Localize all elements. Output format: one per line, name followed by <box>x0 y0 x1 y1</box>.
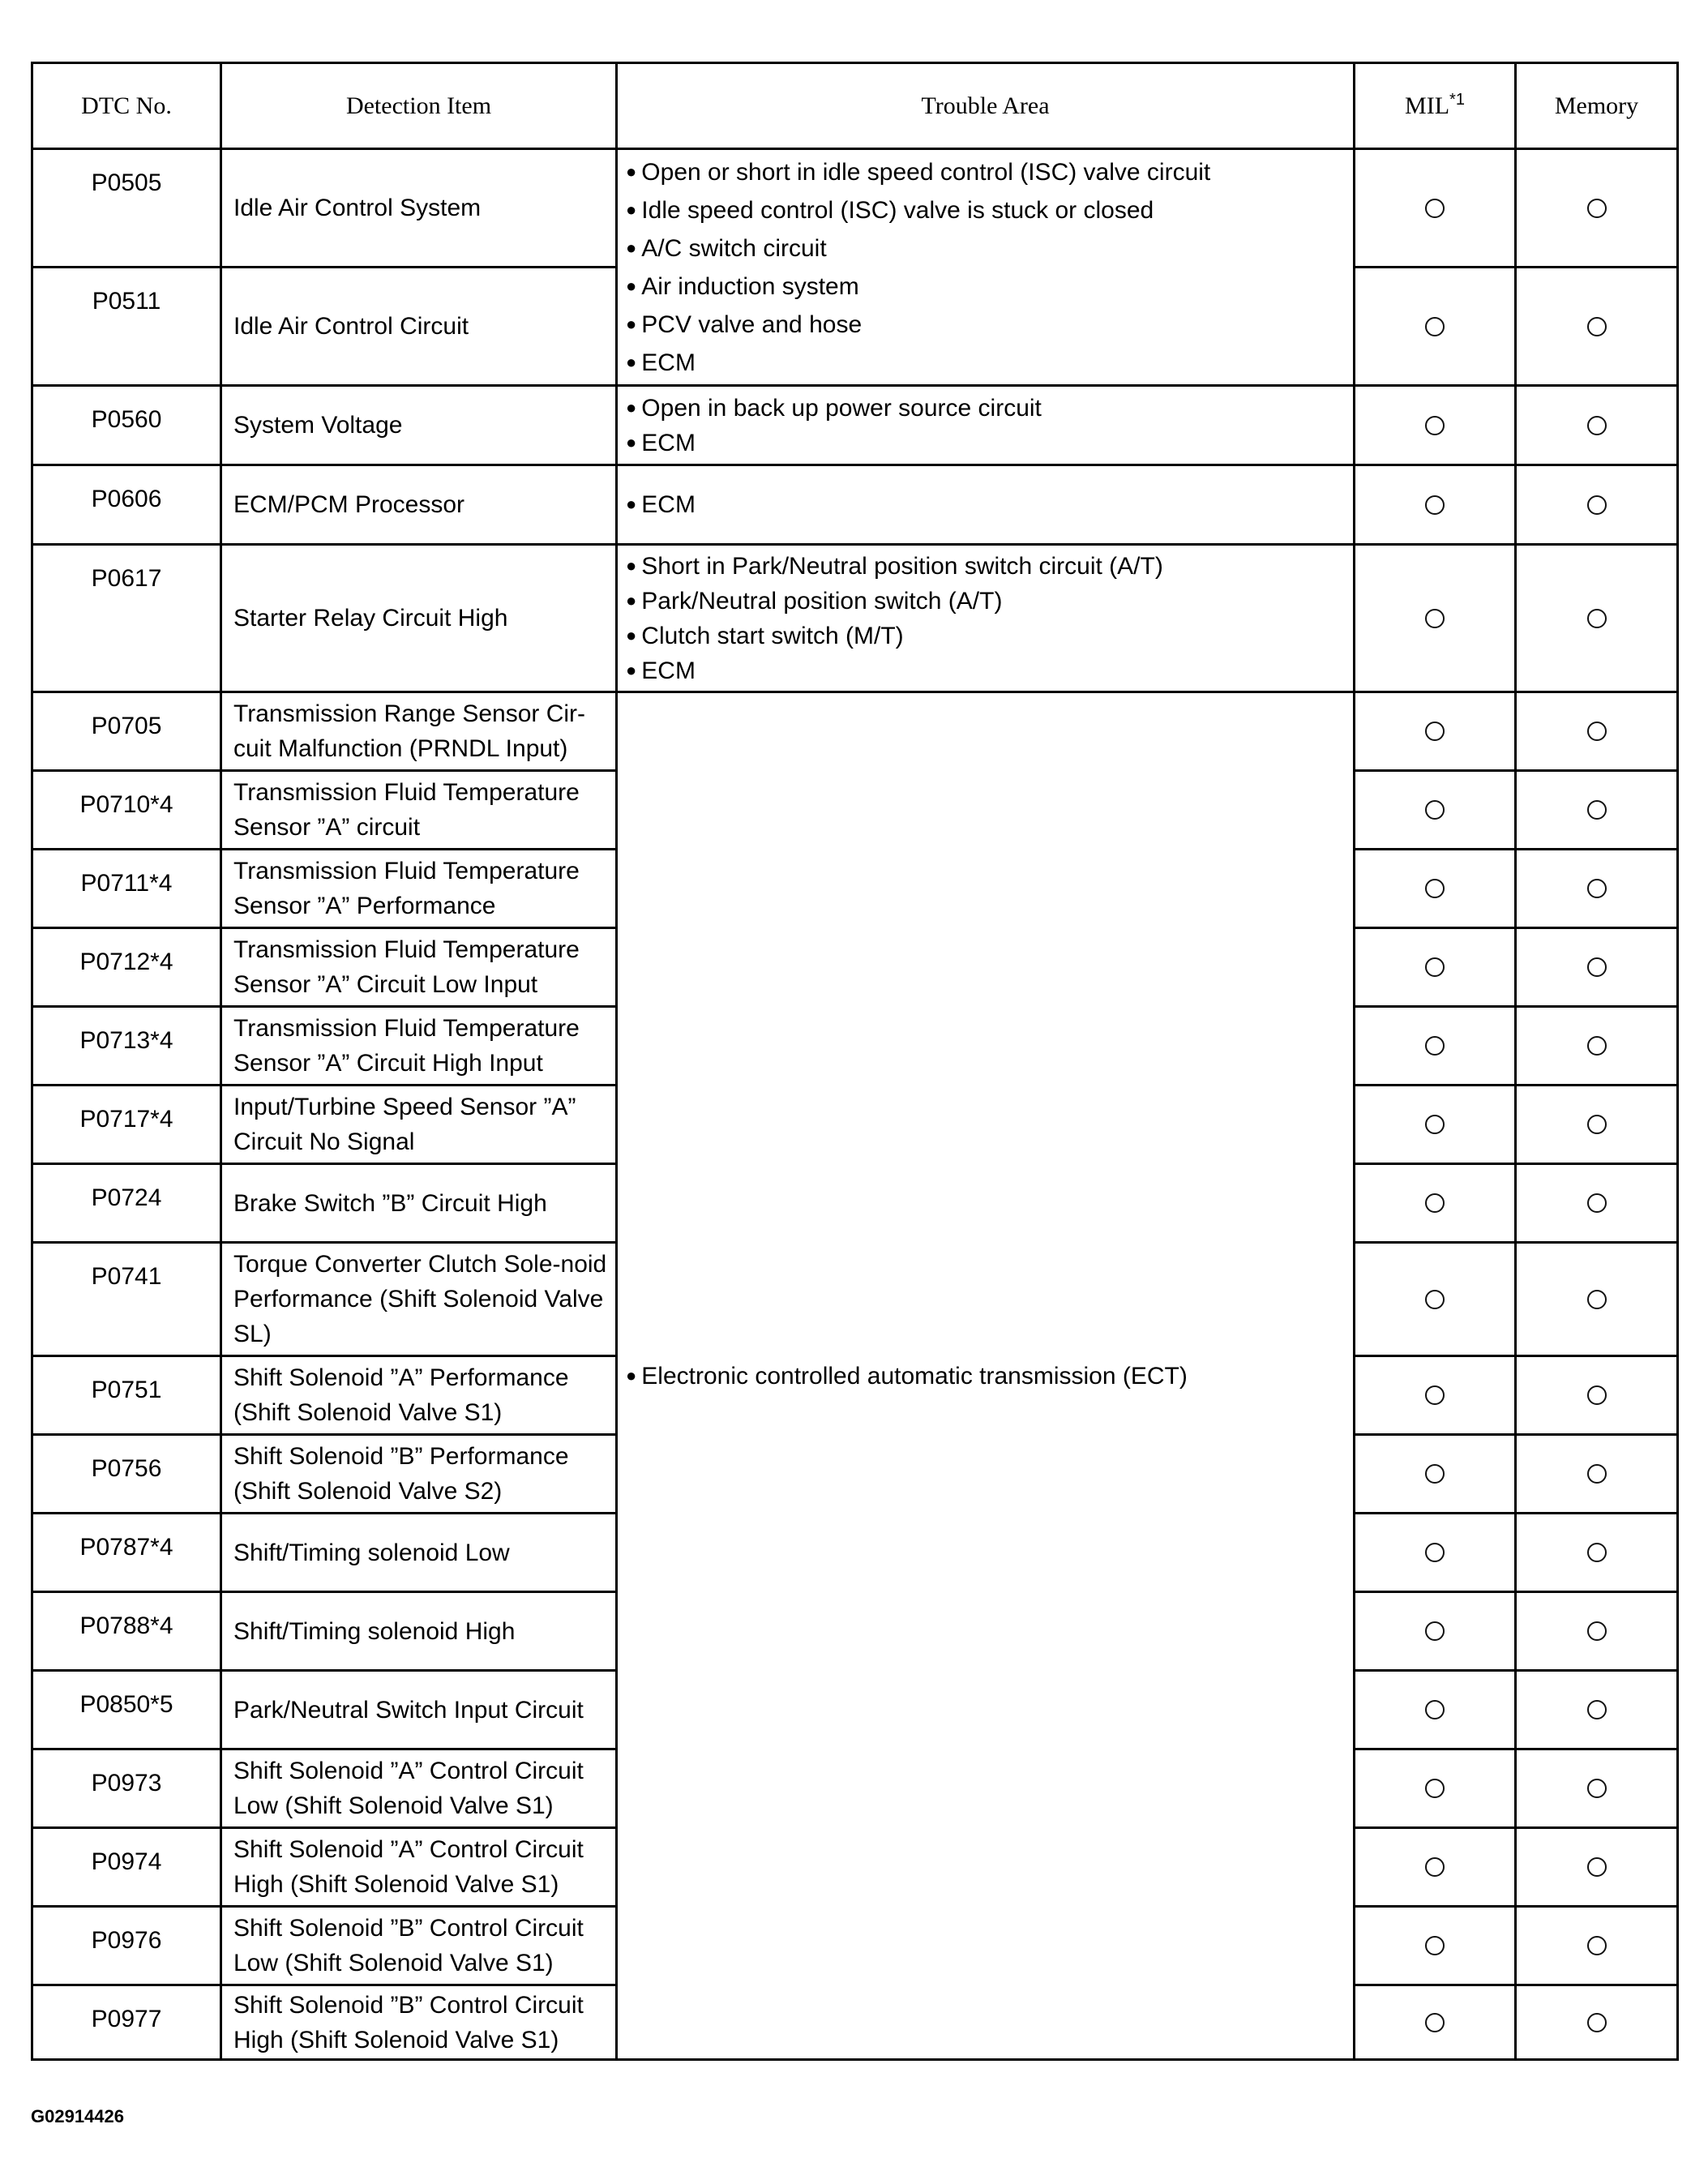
dtc-table <box>31 62 1679 2061</box>
mil-cell <box>1355 465 1516 545</box>
mil-cell <box>1355 1985 1516 2060</box>
header-trouble-area: Trouble Area <box>617 63 1355 149</box>
dtc-code-cell: P0711*4 <box>32 850 221 928</box>
memory-circle-icon <box>1587 1857 1607 1877</box>
mil-circle-icon <box>1425 879 1445 898</box>
memory-circle-icon <box>1587 1115 1607 1134</box>
detection-item-cell: Input/Turbine Speed Sensor ”A” Circuit No Signal <box>221 1086 617 1164</box>
mil-cell <box>1355 1164 1516 1243</box>
detection-item-cell: Shift Solenoid ”B” Control Circuit Low (Shift Solenoid Valve S1) <box>221 1907 617 1985</box>
trouble-area-item <box>626 619 1353 653</box>
memory-cell <box>1516 1007 1678 1086</box>
table-header-row <box>32 63 1678 149</box>
mil-circle-icon <box>1425 495 1445 515</box>
mil-circle-icon <box>1425 1115 1445 1134</box>
memory-cell <box>1516 1828 1678 1907</box>
dtc-code-cell: P0710*4 <box>32 771 221 850</box>
bullet-icon: ● <box>626 199 637 220</box>
trouble-area-item <box>626 153 1353 191</box>
detection-item-cell: Shift Solenoid ”A” Performance (Shift Solenoid Valve S1) <box>221 1356 617 1435</box>
mil-cell <box>1355 1749 1516 1828</box>
memory-cell <box>1516 545 1678 692</box>
memory-cell <box>1516 1514 1678 1592</box>
mil-circle-icon <box>1425 609 1445 628</box>
dtc-code-cell: P0977 <box>32 1985 221 2060</box>
mil-cell <box>1355 1828 1516 1907</box>
memory-cell <box>1516 1907 1678 1985</box>
memory-cell <box>1516 1243 1678 1356</box>
trouble-area-text: Short in Park/Neutral position switch circuit (A/T) <box>641 552 1163 580</box>
mil-cell <box>1355 850 1516 928</box>
table-row <box>32 386 1678 465</box>
trouble-area-item <box>626 1359 1353 1394</box>
memory-circle-icon <box>1587 957 1607 977</box>
memory-circle-icon <box>1587 879 1607 898</box>
detection-item-cell: Transmission Range Sensor Cir-cuit Malfunction (PRNDL Input) <box>221 692 617 771</box>
dtc-code-cell: P0850*5 <box>32 1671 221 1749</box>
mil-circle-icon <box>1425 199 1445 218</box>
dtc-code-cell: P0511 <box>32 268 221 386</box>
trouble-area-text: ECM <box>641 349 696 376</box>
mil-cell <box>1355 1671 1516 1749</box>
memory-circle-icon <box>1587 1779 1607 1798</box>
header-memory: Memory <box>1516 63 1678 149</box>
trouble-area-item <box>626 426 1353 460</box>
mil-circle-icon <box>1425 957 1445 977</box>
memory-cell <box>1516 1164 1678 1243</box>
table-row <box>32 692 1678 771</box>
memory-cell <box>1516 1592 1678 1671</box>
trouble-area-item <box>626 487 1353 522</box>
mil-circle-icon <box>1425 1779 1445 1798</box>
trouble-area-item <box>626 306 1353 344</box>
trouble-area-cell <box>617 386 1355 465</box>
dtc-code-cell: P0973 <box>32 1749 221 1828</box>
memory-cell <box>1516 692 1678 771</box>
trouble-area-item <box>626 191 1353 229</box>
header-dtc-no: DTC No. <box>32 63 221 149</box>
dtc-code-cell: P0606 <box>32 465 221 545</box>
mil-cell <box>1355 1243 1516 1356</box>
mil-cell <box>1355 1086 1516 1164</box>
bullet-icon: ● <box>626 624 637 645</box>
mil-cell <box>1355 1907 1516 1985</box>
memory-circle-icon <box>1587 416 1607 435</box>
trouble-area-text: ECM <box>641 491 696 518</box>
memory-circle-icon <box>1587 199 1607 218</box>
mil-cell <box>1355 1356 1516 1435</box>
header-mil-label: MIL <box>1405 92 1450 119</box>
dtc-code-cell: P0974 <box>32 1828 221 1907</box>
memory-cell <box>1516 928 1678 1007</box>
memory-cell <box>1516 850 1678 928</box>
header-mil <box>1355 63 1516 149</box>
figure-id: G02914426 <box>31 2106 124 2126</box>
trouble-area-item <box>626 229 1353 268</box>
mil-circle-icon <box>1425 722 1445 741</box>
detection-item-cell: Shift Solenoid ”B” Performance (Shift Solenoid Valve S2) <box>221 1435 617 1514</box>
detection-item-cell: Transmission Fluid Temperature Sensor ”A” Circuit High Input <box>221 1007 617 1086</box>
bullet-icon: ● <box>626 396 637 418</box>
detection-item-cell: Shift Solenoid ”A” Control Circuit High (Shift Solenoid Valve S1) <box>221 1828 617 1907</box>
memory-circle-icon <box>1587 1036 1607 1056</box>
bullet-icon: ● <box>626 494 637 514</box>
trouble-area-text: PCV valve and hose <box>641 310 863 338</box>
bullet-icon: ● <box>626 589 637 610</box>
dtc-code-cell: P0788*4 <box>32 1592 221 1671</box>
dtc-code-cell: P0976 <box>32 1907 221 1985</box>
dtc-code-cell: P0705 <box>32 692 221 771</box>
dtc-code-cell: P0724 <box>32 1164 221 1243</box>
mil-cell <box>1355 692 1516 771</box>
trouble-area-item <box>626 549 1353 584</box>
mil-circle-icon <box>1425 1621 1445 1641</box>
detection-item-cell: ECM/PCM Processor <box>221 465 617 545</box>
trouble-area-item <box>626 391 1353 426</box>
detection-item-cell: Idle Air Control Circuit <box>221 268 617 386</box>
dtc-code-cell: P0617 <box>32 545 221 692</box>
detection-item-cell: Park/Neutral Switch Input Circuit <box>221 1671 617 1749</box>
mil-cell <box>1355 386 1516 465</box>
mil-cell <box>1355 928 1516 1007</box>
mil-circle-icon <box>1425 1036 1445 1056</box>
trouble-area-text: Idle speed control (ISC) valve is stuck or closed <box>641 196 1154 224</box>
mil-cell <box>1355 1592 1516 1671</box>
memory-circle-icon <box>1587 1290 1607 1309</box>
mil-circle-icon <box>1425 416 1445 435</box>
memory-circle-icon <box>1587 609 1607 628</box>
mil-cell <box>1355 149 1516 268</box>
memory-circle-icon <box>1587 1936 1607 1955</box>
bullet-icon: ● <box>626 237 637 258</box>
detection-item-cell: Idle Air Control System <box>221 149 617 268</box>
mil-cell <box>1355 268 1516 386</box>
mil-circle-icon <box>1425 1857 1445 1877</box>
detection-item-cell: Torque Converter Clutch Sole-noid Performance (Shift Solenoid Valve SL) <box>221 1243 617 1356</box>
mil-circle-icon <box>1425 800 1445 820</box>
mil-cell <box>1355 1514 1516 1592</box>
memory-circle-icon <box>1587 1700 1607 1719</box>
bullet-icon: ● <box>626 275 637 296</box>
detection-item-cell: Transmission Fluid Temperature Sensor ”A” Performance <box>221 850 617 928</box>
memory-cell <box>1516 386 1678 465</box>
mil-cell <box>1355 771 1516 850</box>
memory-cell <box>1516 1749 1678 1828</box>
bullet-icon: ● <box>626 659 637 680</box>
table-row <box>32 545 1678 692</box>
mil-circle-icon <box>1425 1193 1445 1213</box>
detection-item-cell: Shift Solenoid ”A” Control Circuit Low (Shift Solenoid Valve S1) <box>221 1749 617 1828</box>
mil-circle-icon <box>1425 1290 1445 1309</box>
trouble-area-cell <box>617 545 1355 692</box>
detection-item-cell: System Voltage <box>221 386 617 465</box>
memory-cell <box>1516 268 1678 386</box>
dtc-code-cell: P0712*4 <box>32 928 221 1007</box>
trouble-area-text: Air induction system <box>641 272 859 300</box>
mil-circle-icon <box>1425 317 1445 336</box>
trouble-area-text: Open or short in idle speed control (ISC) valve circuit <box>641 158 1211 186</box>
header-detection-item: Detection Item <box>221 63 617 149</box>
bullet-icon: ● <box>626 555 637 576</box>
detection-item-cell: Shift/Timing solenoid High <box>221 1592 617 1671</box>
dtc-code-cell: P0560 <box>32 386 221 465</box>
memory-circle-icon <box>1587 495 1607 515</box>
mil-circle-icon <box>1425 2013 1445 2032</box>
mil-circle-icon <box>1425 1936 1445 1955</box>
dtc-code-cell: P0713*4 <box>32 1007 221 1086</box>
bullet-icon: ● <box>626 351 637 372</box>
trouble-area-text: Clutch start switch (M/T) <box>641 622 904 649</box>
trouble-area-text: Open in back up power source circuit <box>641 394 1042 422</box>
mil-cell <box>1355 545 1516 692</box>
memory-circle-icon <box>1587 1193 1607 1213</box>
trouble-area-text: A/C switch circuit <box>641 234 827 262</box>
dtc-code-cell: P0787*4 <box>32 1514 221 1592</box>
memory-circle-icon <box>1587 1621 1607 1641</box>
table-row <box>32 149 1678 268</box>
memory-cell <box>1516 149 1678 268</box>
trouble-area-text: Electronic controlled automatic transmission (ECT) <box>641 1362 1188 1390</box>
detection-item-cell: Starter Relay Circuit High <box>221 545 617 692</box>
dtc-code-cell: P0717*4 <box>32 1086 221 1164</box>
memory-circle-icon <box>1587 1385 1607 1405</box>
bullet-icon: ● <box>626 1364 637 1385</box>
bullet-icon: ● <box>626 431 637 452</box>
memory-circle-icon <box>1587 1464 1607 1484</box>
bullet-icon: ● <box>626 313 637 334</box>
table-row <box>32 465 1678 545</box>
header-mil-footnote: *1 <box>1449 90 1465 109</box>
mil-circle-icon <box>1425 1700 1445 1719</box>
detection-item-cell: Transmission Fluid Temperature Sensor ”A” Circuit Low Input <box>221 928 617 1007</box>
table-body <box>32 149 1678 2060</box>
trouble-area-item <box>626 344 1353 382</box>
dtc-code-cell: P0505 <box>32 149 221 268</box>
memory-cell <box>1516 1671 1678 1749</box>
memory-circle-icon <box>1587 722 1607 741</box>
memory-cell <box>1516 465 1678 545</box>
trouble-area-item <box>626 268 1353 306</box>
memory-cell <box>1516 1435 1678 1514</box>
mil-circle-icon <box>1425 1464 1445 1484</box>
memory-cell <box>1516 1356 1678 1435</box>
detection-item-cell: Shift Solenoid ”B” Control Circuit High (Shift Solenoid Valve S1) <box>221 1985 617 2060</box>
mil-cell <box>1355 1435 1516 1514</box>
trouble-area-item <box>626 653 1353 688</box>
trouble-area-item <box>626 584 1353 619</box>
trouble-area-cell <box>617 692 1355 2060</box>
memory-cell <box>1516 771 1678 850</box>
trouble-area-cell <box>617 465 1355 545</box>
detection-item-cell: Brake Switch ”B” Circuit High <box>221 1164 617 1243</box>
dtc-code-cell: P0751 <box>32 1356 221 1435</box>
memory-circle-icon <box>1587 1543 1607 1562</box>
detection-item-cell: Shift/Timing solenoid Low <box>221 1514 617 1592</box>
detection-item-cell: Transmission Fluid Temperature Sensor ”A” circuit <box>221 771 617 850</box>
trouble-area-text: ECM <box>641 429 696 456</box>
mil-circle-icon <box>1425 1543 1445 1562</box>
dtc-code-cell: P0741 <box>32 1243 221 1356</box>
memory-circle-icon <box>1587 317 1607 336</box>
trouble-area-cell <box>617 149 1355 386</box>
mil-cell <box>1355 1007 1516 1086</box>
memory-cell <box>1516 1086 1678 1164</box>
memory-circle-icon <box>1587 800 1607 820</box>
dtc-code-cell: P0756 <box>32 1435 221 1514</box>
memory-circle-icon <box>1587 2013 1607 2032</box>
trouble-area-text: ECM <box>641 657 696 684</box>
bullet-icon: ● <box>626 161 637 182</box>
mil-circle-icon <box>1425 1385 1445 1405</box>
trouble-area-text: Park/Neutral position switch (A/T) <box>641 587 1003 615</box>
memory-cell <box>1516 1985 1678 2060</box>
